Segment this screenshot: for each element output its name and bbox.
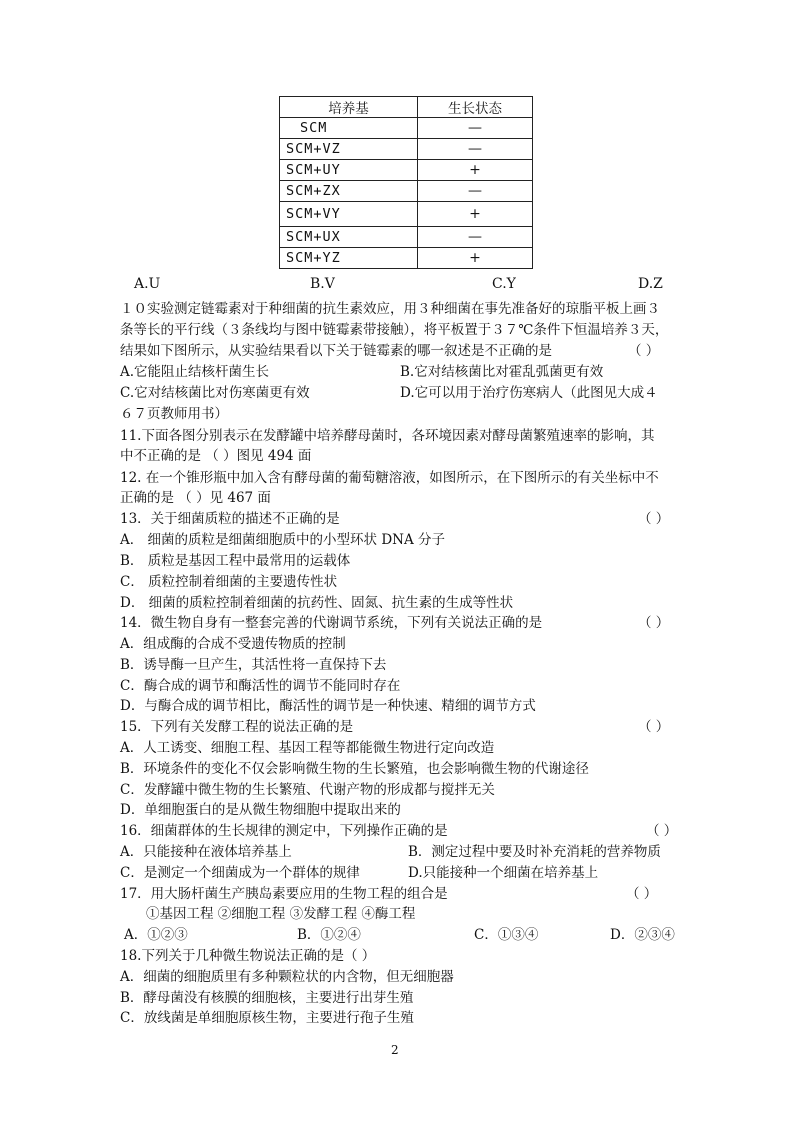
table-row (280, 139, 533, 160)
q10-option-c: C.它对结核菌比对伤寒菌更有效 (120, 385, 310, 401)
header-medium: 培养基 (280, 97, 418, 118)
q15-option-b: B．环境条件的变化不仅会影响微生物的生长繁殖，也会影响微生物的代谢途径 (120, 761, 589, 777)
q12-line-2: 正确的是 （ ）见 467 面 (120, 490, 271, 506)
q13-option-d: D． 细菌的质粒控制着细菌的抗药性、固氮、抗生素的生成等性状 (120, 595, 514, 611)
q10-answer-paren: （ ） (628, 343, 660, 359)
q10-option-d: D.它可以用于治疗伤寒病人（此图见大成４ (400, 385, 658, 401)
q18-option-a: A．细菌的细胞质里有多种颗粒状的内含物，但无细胞器 (120, 969, 454, 985)
q9-option-b: B.V (310, 276, 335, 292)
q10-line-2: 条等长的平行线（３条线均与图中链霉素带接触），将平板置于３７℃条件下恒温培养３天， (120, 322, 669, 338)
table-row (280, 118, 533, 139)
q17-option-b: B．①②④ (297, 927, 361, 943)
q9-option-a: A.U (134, 276, 161, 292)
q14-option-b: B．诱导酶一旦产生，其活性将一直保持下去 (120, 657, 387, 673)
status-cell: — (418, 139, 533, 160)
q10-option-b: B.它对结核菌比对霍乱弧菌更有效 (400, 364, 604, 380)
q14-answer-paren: （ ） (638, 615, 670, 631)
q18-option-c: C．放线菌是单细胞原核生物，主要进行孢子生殖 (120, 1010, 414, 1026)
q13-answer-paren: （ ） (638, 511, 670, 527)
q16-stem: 16．细菌群体的生长规律的测定中，下列操作正确的是 (120, 823, 448, 839)
q18-option-b: B．酵母菌没有核膜的细胞核，主要进行出芽生殖 (120, 990, 414, 1006)
medium-cell: SCM+UY (280, 160, 418, 181)
medium-cell: SCM+ZX (280, 181, 418, 202)
q15-option-a: A．人工诱变、细胞工程、基因工程等都能微生物进行定向改造 (120, 740, 495, 756)
table-row (280, 202, 533, 227)
table-row (280, 160, 533, 181)
status-cell: + (418, 160, 533, 181)
q14-option-d: D．与酶合成的调节相比，酶活性的调节是一种快速、精细的调节方式 (120, 698, 536, 714)
q10-line-1: １０实验测定链霉素对于种细菌的抗生素效应，用３种细菌在事先准备好的琼脂平板上画３ (120, 301, 660, 317)
q13-stem: 13．关于细菌质粒的描述不正确的是 (120, 511, 340, 527)
status-cell: + (418, 248, 533, 269)
q11-line-2: 中不正确的是 （ ）图见 494 面 (120, 448, 312, 464)
q13-option-b: B． 质粒是基因工程中最常用的运载体 (120, 553, 351, 569)
q14-stem: 14．微生物自身有一整套完善的代谢调节系统，下列有关说法正确的是 (120, 615, 543, 631)
table-row (280, 248, 533, 269)
table-header-row (280, 97, 533, 118)
q14-option-a: A．组成酶的合成不受遗传物质的控制 (120, 636, 346, 652)
medium-cell: SCM+YZ (280, 248, 418, 269)
q10-option-d-cont: ６７页教师用书） (120, 406, 228, 422)
q13-option-c: C． 质粒控制着细菌的主要遗传性状 (120, 574, 338, 590)
q17-option-a: A．①②③ (124, 927, 188, 943)
table-row (280, 181, 533, 202)
table-row (280, 227, 533, 248)
medium-cell: SCM (280, 118, 418, 139)
status-cell: — (418, 181, 533, 202)
q10-line-3: 结果如下图所示，从实验结果看以下关于链霉素的哪一叙述是不正确的是 (120, 343, 552, 359)
q14-option-c: C．酶合成的调节和酶活性的调节不能同时存在 (120, 678, 401, 694)
q15-stem: 15．下列有关发酵工程的说法正确的是 (120, 719, 354, 735)
q16-answer-paren: （ ） (646, 823, 678, 839)
medium-growth-table (279, 96, 533, 269)
q16-option-b: B．测定过程中要及时补充消耗的营养物质 (408, 844, 661, 860)
q17-stem: 17．用大肠杆菌生产胰岛素要应用的生物工程的组合是 (120, 886, 448, 902)
medium-cell: SCM+UX (280, 227, 418, 248)
header-growth: 生长状态 (418, 97, 533, 118)
medium-cell: SCM+VZ (280, 139, 418, 160)
q15-option-c: C．发酵罐中微生物的生长繁殖、代谢产物的形成都与搅拌无关 (120, 782, 495, 798)
q10-option-a: A.它能阻止结核杆菌生长 (120, 364, 270, 380)
q15-option-d: D．单细胞蛋白的是从微生物细胞中提取出来的 (120, 802, 401, 818)
page-number: 2 (391, 1043, 399, 1057)
q16-option-a: A．只能接种在液体培养基上 (120, 844, 292, 860)
q16-option-d: D.只能接种一个细菌在培养基上 (408, 865, 599, 881)
q15-answer-paren: （ ） (638, 719, 670, 735)
q9-option-d: D.Z (638, 276, 663, 292)
status-cell: — (418, 118, 533, 139)
q11-line-1: 11.下面各图分别表示在发酵罐中培养酵母菌时，各环境因素对酵母菌繁殖速率的影响，其 (120, 428, 655, 444)
q16-option-c: C．是测定一个细菌成为一个群体的规律 (120, 865, 360, 881)
status-cell: + (418, 202, 533, 227)
q17-answer-paren: （ ） (626, 886, 658, 902)
q13-option-a: A． 细菌的质粒是细菌细胞质中的小型环状 DNA 分子 (120, 532, 446, 548)
status-cell: — (418, 227, 533, 248)
q17-option-d: D．②③④ (610, 927, 675, 943)
q9-option-c: C.Y (492, 276, 516, 292)
q17-option-c: C．①③④ (474, 927, 539, 943)
q12-line-1: 12. 在一个锥形瓶中加入含有酵母菌的葡萄糖溶液，如图所示，在下图所示的有关坐标中不 (120, 470, 659, 486)
medium-cell: SCM+VY (280, 202, 418, 227)
q17-items: ①基因工程 ②细胞工程 ③发酵工程 ④酶工程 (146, 906, 416, 922)
q18-stem: 18.下列关于几种微生物说法正确的是（ ） (120, 948, 376, 964)
